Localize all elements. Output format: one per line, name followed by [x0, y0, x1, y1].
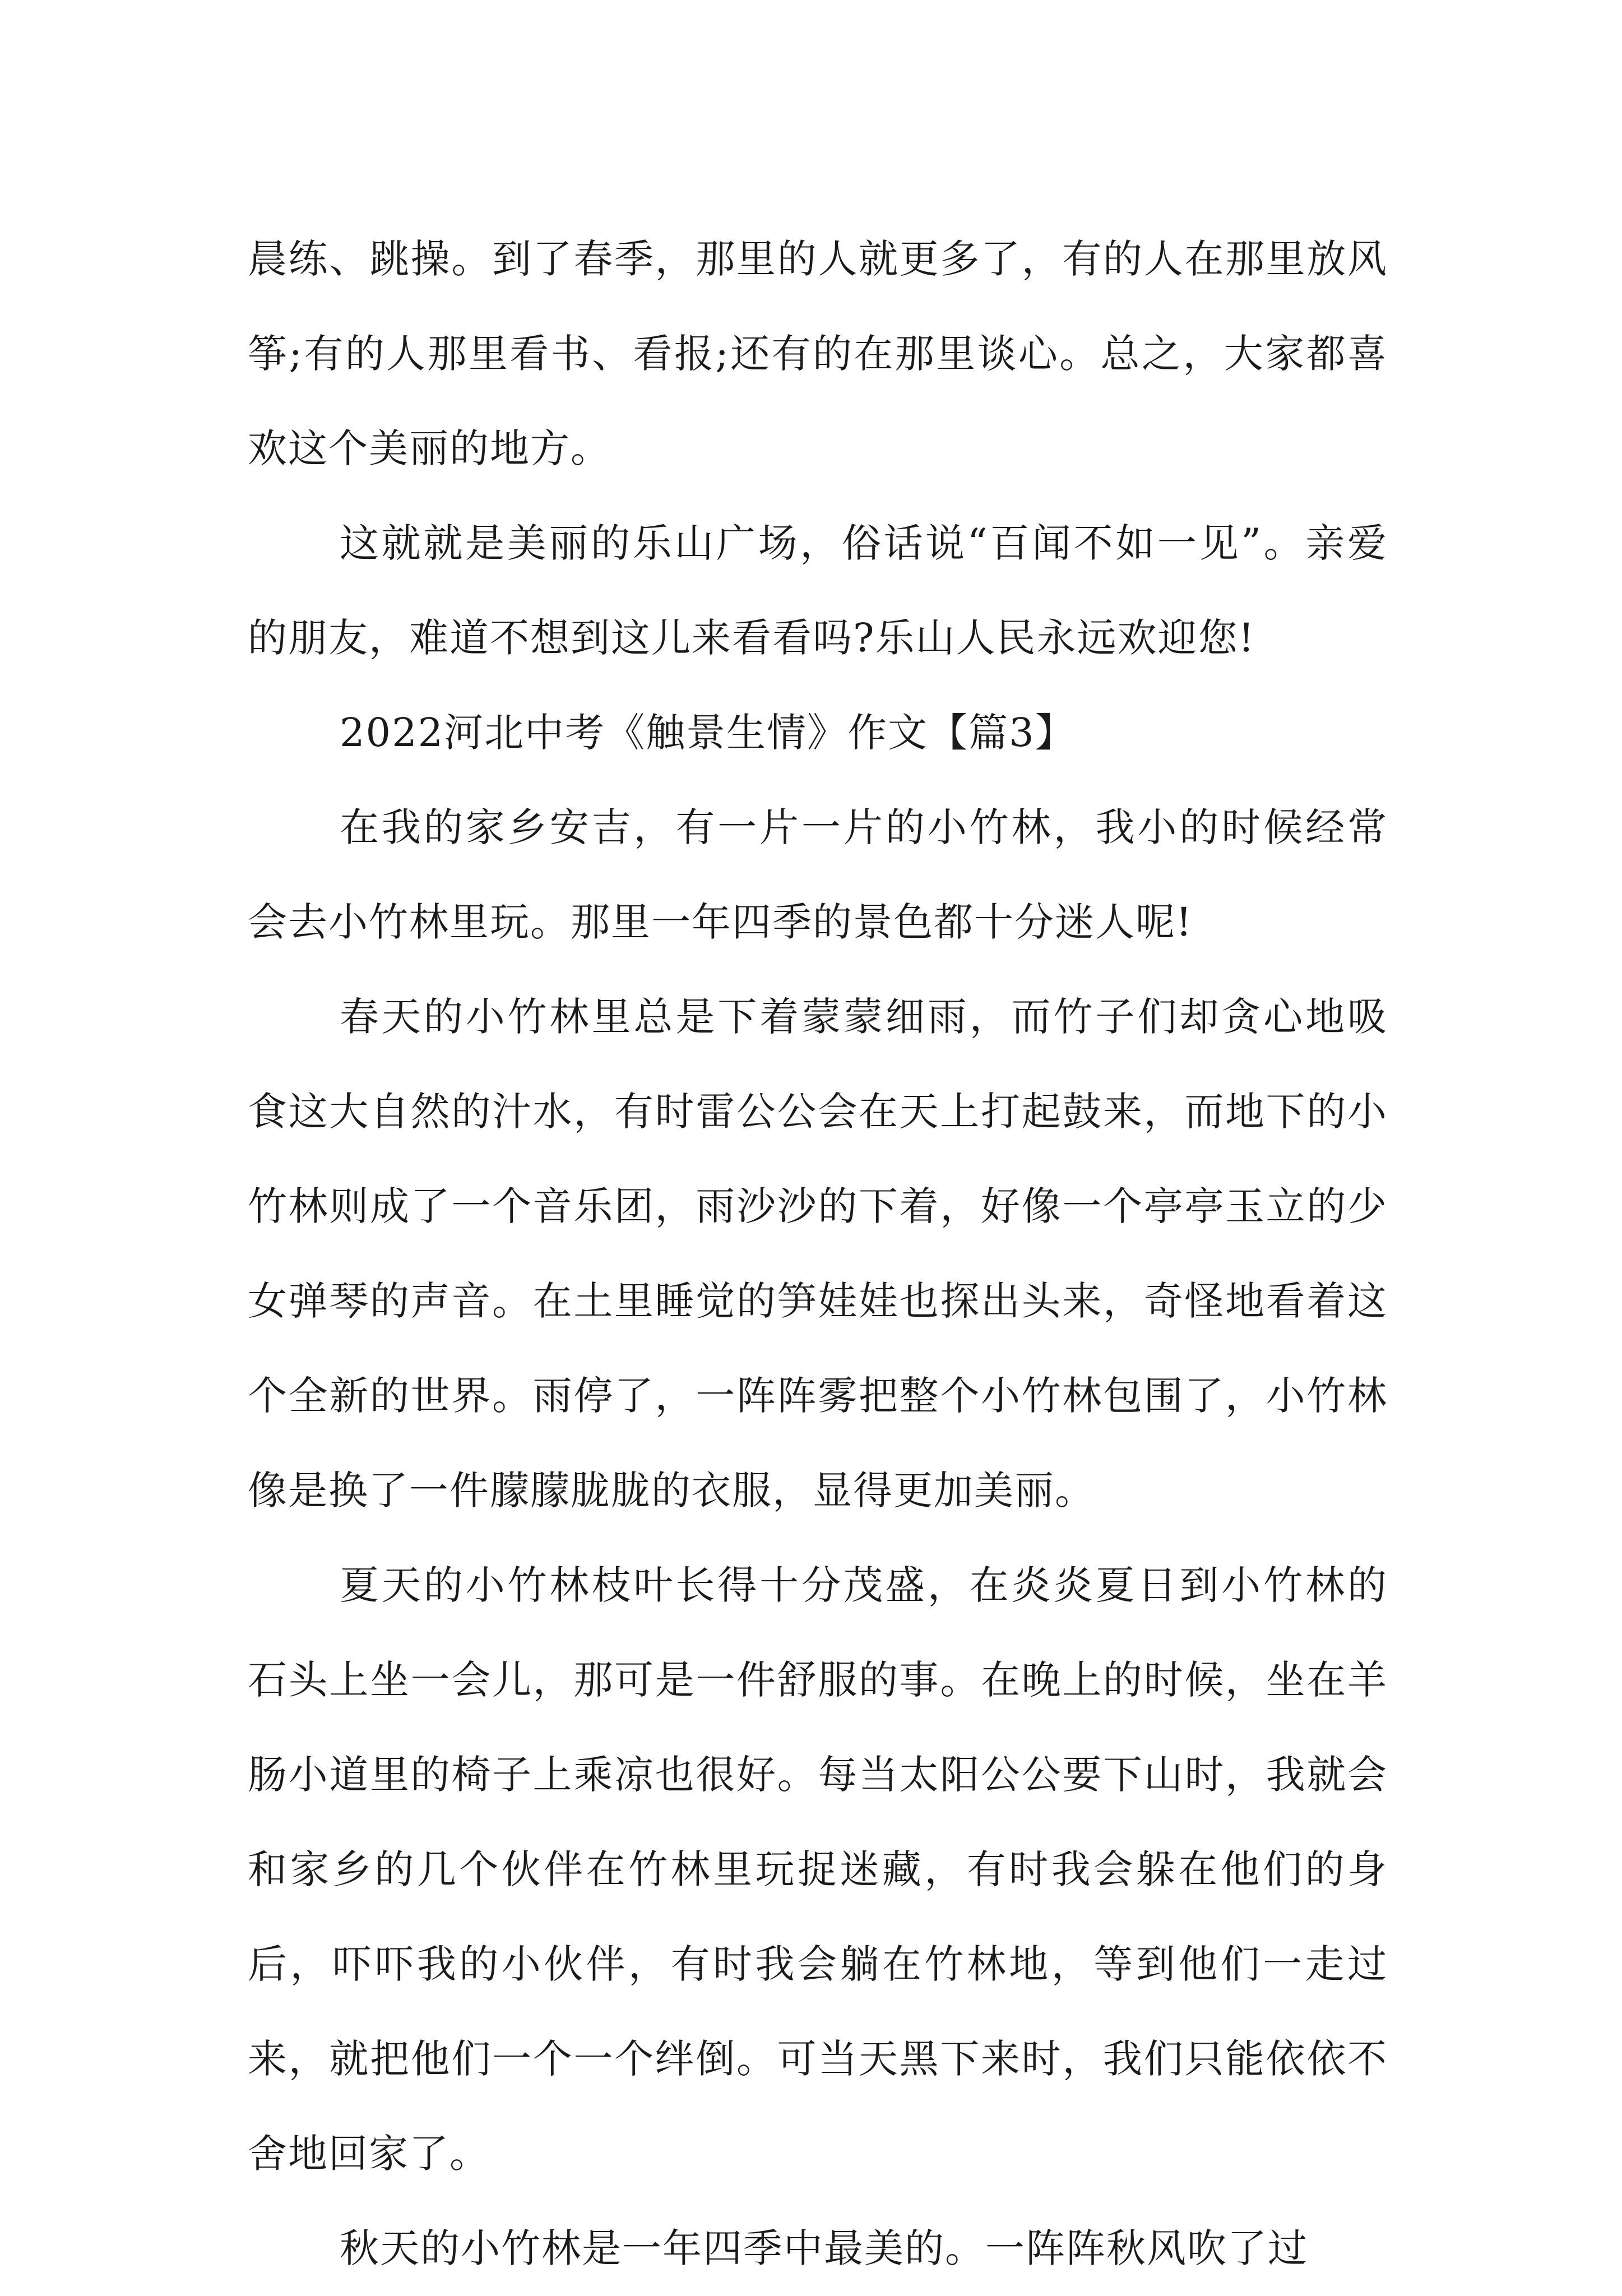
paragraph-5: 夏天的小竹林枝叶长得十分茂盛，在炎炎夏日到小竹林的石头上坐一会儿，那可是一件舒服的事。在晚上的时候，坐在羊肠小道里的椅子上乘凉也很好。每当太阳公公要下山时，我就会和家乡的几个伙伴在竹林里玩捉迷藏，有时我会躲在他们的身后，吓吓我的小伙伴，有时我会躺在竹林地，等到他们一走过来，就把他们一个一个绊倒。可当天黑下来时，我们只能依依不舍地回家了。 [248, 1562, 1388, 2177]
section-heading: 2022河北中考《触景生情》作文【篇3】 [340, 710, 1076, 756]
paragraph-4: 春天的小竹林里总是下着蒙蒙细雨，而竹子们却贪心地吸食这大自然的汁水，有时雷公公会在天上打起鼓来，而地下的小竹林则成了一个音乐团，雨沙沙的下着，好像一个亭亭玉立的少女弹琴的声音。在土里睡觉的笋娃娃也探出头来，奇怪地看着这个全新的世界。雨停了，一阵阵雾把整个小竹林包围了，小竹林像是换了一件朦朦胧胧的衣服，显得更加美丽。 [248, 994, 1388, 1513]
document-body [248, 212, 1388, 2296]
paragraph-3: 在我的家乡安吉，有一片一片的小竹林，我小的时候经常会去小竹林里玩。那里一年四季的景色都十分迷人呢! [248, 804, 1388, 945]
paragraph-6: 秋天的小竹林是一年四季中最美的。一阵阵秋风吹了过 [340, 2225, 1308, 2271]
paragraph-2: 这就就是美丽的乐山广场，俗话说“百闻不如一见”。亲爱的朋友，难道不想到这儿来看看吗?乐山人民永远欢迎您! [248, 520, 1388, 661]
paragraph-1: 晨练、跳操。到了春季，那里的人就更多了，有的人在那里放风筝;有的人那里看书、看报;还有的在那里谈心。总之，大家都喜欢这个美丽的地方。 [248, 236, 1388, 471]
